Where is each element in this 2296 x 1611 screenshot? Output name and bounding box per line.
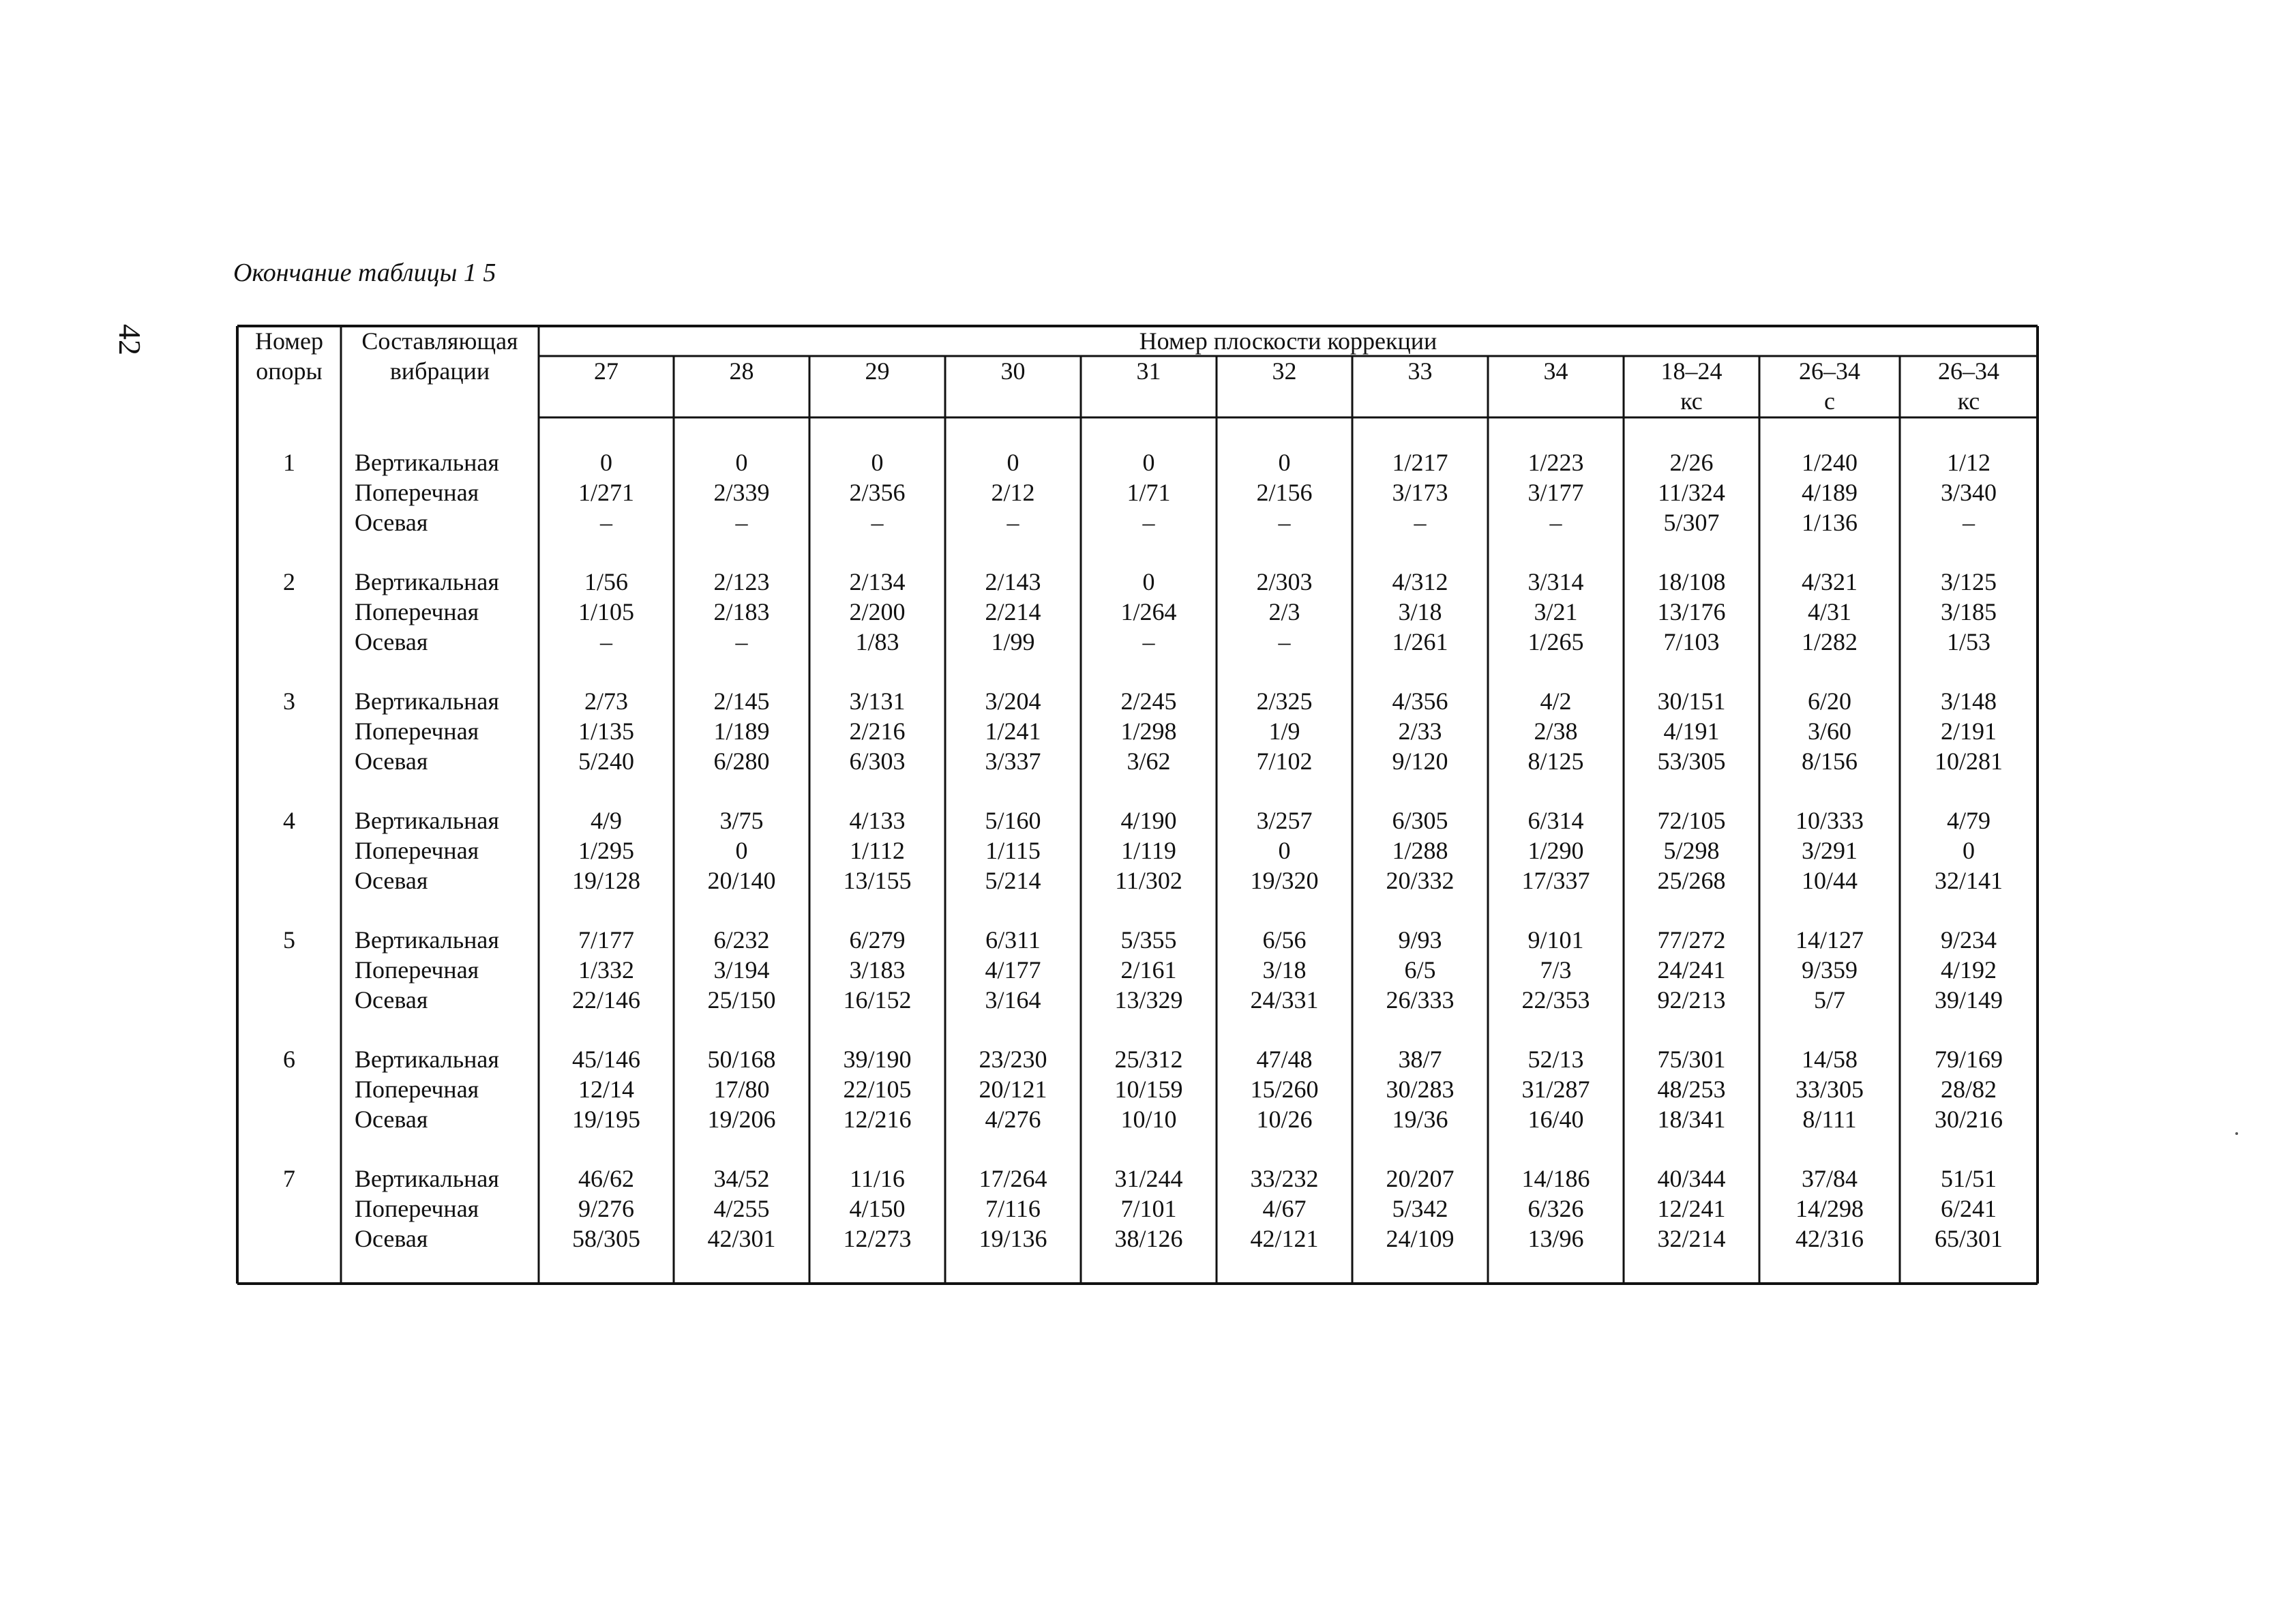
table-cell: 2/3 <box>1268 598 1300 625</box>
table-cell: 4/67 <box>1262 1195 1307 1222</box>
table-cell: 4/255 <box>713 1195 770 1222</box>
table-cell: 4/150 <box>849 1195 906 1222</box>
table-cell: 2/245 <box>1120 688 1177 715</box>
table-cell: 20/207 <box>1386 1165 1455 1192</box>
table-cell: 23/230 <box>979 1046 1047 1073</box>
table-cell: 6/280 <box>713 748 770 775</box>
vibration-component: Вертикальная <box>355 1165 499 1192</box>
table-cell: 65/301 <box>1934 1225 2003 1252</box>
table-cell: 2/200 <box>849 598 906 625</box>
vibration-component: Вертикальная <box>355 926 499 954</box>
header-vibration-component: Составляющая <box>361 327 518 355</box>
table-cell: 40/344 <box>1657 1165 1726 1192</box>
table-cell: 6/232 <box>713 926 770 954</box>
table-cell: 77/272 <box>1657 926 1726 954</box>
table-cell: 4/177 <box>985 956 1041 984</box>
table-cell: 3/291 <box>1801 837 1858 864</box>
table-cell: – <box>1142 509 1155 536</box>
table-cell: 22/146 <box>571 986 640 1014</box>
table-cell: 3/194 <box>713 956 770 984</box>
table-cell: 3/183 <box>849 956 906 984</box>
table-cell: 3/204 <box>985 688 1041 715</box>
table-cell: 42/121 <box>1250 1225 1319 1252</box>
table-cell: 1/119 <box>1121 837 1176 864</box>
table-cell: 11/302 <box>1115 867 1182 894</box>
table-cell: 3/125 <box>1940 568 1997 595</box>
table-cell: 51/51 <box>1940 1165 1997 1192</box>
table-cell: 9/234 <box>1940 926 1997 954</box>
table-cell: 7/116 <box>985 1195 1041 1222</box>
table-cell: 22/353 <box>1521 986 1590 1014</box>
table-cell: 4/189 <box>1801 479 1858 506</box>
table-cell: 5/240 <box>578 748 634 775</box>
table-cell: 39/149 <box>1934 986 2003 1014</box>
table-cell: 1/265 <box>1527 628 1584 655</box>
table-cell: 0 <box>735 449 748 476</box>
table-cell: 7/103 <box>1663 628 1720 655</box>
table-cell: 1/112 <box>850 837 905 864</box>
table-cell: 4/192 <box>1940 956 1997 984</box>
table-cell: 92/213 <box>1657 986 1726 1014</box>
table-cell: 31/244 <box>1114 1165 1183 1192</box>
table-cell: 13/329 <box>1114 986 1183 1014</box>
table-cell: 10/333 <box>1795 807 1864 834</box>
table-cell: 4/190 <box>1120 807 1177 834</box>
table-cell: 7/101 <box>1120 1195 1177 1222</box>
table-cell: 6/241 <box>1940 1195 1997 1222</box>
table-cell: 39/190 <box>843 1046 912 1073</box>
table-cell: 32/141 <box>1934 867 2003 894</box>
table-cell: 3/131 <box>849 688 906 715</box>
table-cell: 4/79 <box>1946 807 1991 834</box>
table-cell: – <box>871 509 884 536</box>
table-cell: 33/305 <box>1795 1076 1864 1103</box>
header-correction-plane: Номер плоскости коррекции <box>1139 327 1437 355</box>
table-cell: 6/5 <box>1404 956 1436 984</box>
header-plane-3: 30 <box>1000 357 1026 385</box>
table-cell: 0 <box>735 837 748 864</box>
table-cell: – <box>1278 628 1291 655</box>
table-cell: 0 <box>1142 449 1155 476</box>
table-cell: 12/241 <box>1657 1195 1726 1222</box>
table-cell: 8/111 <box>1802 1106 1857 1133</box>
table-cell: 1/223 <box>1527 449 1584 476</box>
table-cell: 12/216 <box>843 1106 912 1133</box>
table-cell: 1/99 <box>991 628 1035 655</box>
page-number-text: 42 <box>113 324 147 355</box>
vibration-component: Поперечная <box>355 598 479 625</box>
table-cell: 19/206 <box>707 1106 776 1133</box>
table-cell: 6/305 <box>1392 807 1448 834</box>
table-cell: 6/279 <box>849 926 906 954</box>
table-cell: 9/276 <box>578 1195 634 1222</box>
table-cell: 1/189 <box>713 718 770 745</box>
table-cell: 33/232 <box>1250 1165 1319 1192</box>
table-cell: 10/159 <box>1114 1076 1183 1103</box>
table-cell: 34/52 <box>713 1165 770 1192</box>
table-cell: 1/71 <box>1127 479 1171 506</box>
scan-speck <box>2235 1132 2238 1135</box>
table-cell: 3/173 <box>1392 479 1448 506</box>
table-cell: 2/183 <box>713 598 770 625</box>
table-cell: 18/108 <box>1657 568 1726 595</box>
table-cell: 10/10 <box>1120 1106 1177 1133</box>
table-cell: 9/93 <box>1398 926 1442 954</box>
table-cell: 2/303 <box>1256 568 1313 595</box>
table-cell: 4/356 <box>1392 688 1448 715</box>
table-cell: 5/214 <box>985 867 1041 894</box>
table-cell: 16/152 <box>843 986 912 1014</box>
table-cell: 2/134 <box>849 568 906 595</box>
table-cell: 24/109 <box>1386 1225 1455 1252</box>
table-cell: 48/253 <box>1657 1076 1726 1103</box>
table-cell: 1/12 <box>1946 449 1991 476</box>
vibration-component: Поперечная <box>355 837 479 864</box>
table-cell: – <box>1963 509 1975 536</box>
table-cell: 1/241 <box>985 718 1041 745</box>
table-cell: 45/146 <box>571 1046 640 1073</box>
support-number: 6 <box>283 1046 295 1073</box>
table-cell: 1/264 <box>1120 598 1177 625</box>
table-cell: 6/326 <box>1527 1195 1584 1222</box>
table-cell: 38/7 <box>1398 1046 1442 1073</box>
table-cell: 42/301 <box>707 1225 776 1252</box>
header-plane-6: 33 <box>1407 357 1433 385</box>
vibration-component: Осевая <box>355 867 428 894</box>
vibration-component: Вертикальная <box>355 807 499 834</box>
table-cell: 3/340 <box>1940 479 1997 506</box>
table-cell: – <box>735 628 748 655</box>
table-cell: 7/177 <box>578 926 634 954</box>
table-cell: 17/337 <box>1521 867 1590 894</box>
table-cell: 20/140 <box>707 867 776 894</box>
table-cell: 1/332 <box>578 956 634 984</box>
header-plane-5: 32 <box>1272 357 1297 385</box>
table-cell: 2/143 <box>985 568 1041 595</box>
table-cell: 12/273 <box>843 1225 912 1252</box>
vibration-component: Вертикальная <box>355 568 499 595</box>
table-cell: 3/185 <box>1940 598 1997 625</box>
vibration-component: Поперечная <box>355 1195 479 1222</box>
table-cell: 1/83 <box>855 628 899 655</box>
header-plane-9: 26–34 <box>1799 357 1860 385</box>
table-cell: 37/84 <box>1801 1165 1858 1192</box>
support-number: 7 <box>283 1165 295 1192</box>
support-number: 3 <box>283 688 295 715</box>
table-cell: 19/128 <box>571 867 640 894</box>
table-cell: 58/305 <box>571 1225 640 1252</box>
table-cell: 20/121 <box>979 1076 1047 1103</box>
table-cell: 13/155 <box>843 867 912 894</box>
table-cell: 1/56 <box>584 568 628 595</box>
table-cell: 11/16 <box>850 1165 905 1192</box>
table-cell: 30/283 <box>1386 1076 1455 1103</box>
table-cell: 19/136 <box>979 1225 1047 1252</box>
table-cell: 19/320 <box>1250 867 1319 894</box>
table-cell: 4/9 <box>590 807 622 834</box>
table-cell: 38/126 <box>1114 1225 1183 1252</box>
table-cell: 6/311 <box>985 926 1041 954</box>
table-cell: 22/105 <box>843 1076 912 1103</box>
header-plane-8: кс <box>1680 387 1703 415</box>
header-support-number: Номер <box>254 327 324 355</box>
table-cell: 2/12 <box>991 479 1035 506</box>
table-cell: 8/156 <box>1801 748 1858 775</box>
table-cell: 0 <box>871 449 884 476</box>
table-cell: 4/276 <box>985 1106 1041 1133</box>
vibration-component: Осевая <box>355 509 428 536</box>
table-cell: – <box>735 509 748 536</box>
table-cell: 4/2 <box>1540 688 1572 715</box>
header-plane-10: кс <box>1957 387 1980 415</box>
table-cell: 2/26 <box>1669 449 1714 476</box>
vibration-component: Поперечная <box>355 1076 479 1103</box>
table-cell: 6/303 <box>849 748 906 775</box>
table-cell: 3/337 <box>985 748 1041 775</box>
table-cell: 12/14 <box>578 1076 634 1103</box>
table-cell: 53/305 <box>1657 748 1726 775</box>
table-cell: 79/169 <box>1934 1046 2003 1073</box>
table-cell: 25/150 <box>707 986 776 1014</box>
table-cell: 2/191 <box>1940 718 1997 745</box>
table-cell: 42/316 <box>1795 1225 1864 1252</box>
table-cell: 3/148 <box>1940 688 1997 715</box>
table-cell: 7/102 <box>1256 748 1313 775</box>
table-cell: 11/324 <box>1658 479 1725 506</box>
table-cell: – <box>1142 628 1155 655</box>
vibration-component: Поперечная <box>355 956 479 984</box>
support-number: 1 <box>283 449 295 476</box>
table-cell: 2/156 <box>1256 479 1313 506</box>
table-cell: 72/105 <box>1657 807 1726 834</box>
header-plane-1: 28 <box>729 357 754 385</box>
table-cell: 46/62 <box>578 1165 634 1192</box>
vibration-component: Вертикальная <box>355 1046 499 1073</box>
table-cell: 1/217 <box>1392 449 1448 476</box>
table-cell: 30/151 <box>1657 688 1726 715</box>
table-cell: 2/33 <box>1398 718 1442 745</box>
table-cell: 26/333 <box>1386 986 1455 1014</box>
table-cell: 7/3 <box>1540 956 1572 984</box>
table-cell: 32/214 <box>1657 1225 1726 1252</box>
table-cell: 25/312 <box>1114 1046 1183 1073</box>
table-cell: 14/127 <box>1795 926 1864 954</box>
table-cell: 4/321 <box>1801 568 1858 595</box>
table-cell: 4/31 <box>1807 598 1851 625</box>
table-cell: 13/96 <box>1527 1225 1584 1252</box>
table-cell: 3/18 <box>1398 598 1442 625</box>
vibration-component: Вертикальная <box>355 688 499 715</box>
table-cell: 0 <box>1278 837 1291 864</box>
table-cell: 1/136 <box>1801 509 1858 536</box>
table-cell: 10/44 <box>1801 867 1858 894</box>
table-cell: 2/145 <box>713 688 770 715</box>
header-plane-4: 31 <box>1136 357 1161 385</box>
table-cell: 19/195 <box>571 1106 640 1133</box>
table-cell: 3/314 <box>1527 568 1584 595</box>
table-cell: 17/264 <box>979 1165 1047 1192</box>
table-cell: 1/240 <box>1801 449 1858 476</box>
table-cell: 17/80 <box>713 1076 770 1103</box>
table-cell: 47/48 <box>1256 1046 1313 1073</box>
table-cell: 13/176 <box>1657 598 1726 625</box>
table-cell: 10/281 <box>1934 748 2003 775</box>
table-cell: 4/312 <box>1392 568 1448 595</box>
table-cell: 50/168 <box>707 1046 776 1073</box>
table-cell: – <box>1549 509 1562 536</box>
table-cell: 2/325 <box>1256 688 1313 715</box>
vibration-component: Поперечная <box>355 479 479 506</box>
table-cell: 2/38 <box>1534 718 1578 745</box>
table-cell: 2/216 <box>849 718 906 745</box>
table-cell: 0 <box>1278 449 1291 476</box>
table-cell: 52/13 <box>1527 1046 1584 1073</box>
table-cell: – <box>600 628 612 655</box>
table-cell: 31/287 <box>1521 1076 1590 1103</box>
table-cell: 3/60 <box>1807 718 1851 745</box>
table-cell: 3/75 <box>719 807 764 834</box>
table-cell: 3/21 <box>1534 598 1578 625</box>
table-cell: 10/26 <box>1256 1106 1313 1133</box>
table-cell: 1/9 <box>1268 718 1300 745</box>
table-cell: 1/115 <box>985 837 1041 864</box>
support-number: 4 <box>283 807 295 834</box>
vibration-component: Осевая <box>355 628 428 655</box>
table-cell: 1/298 <box>1120 718 1177 745</box>
header-support-number: опоры <box>256 357 323 385</box>
table-cell: 4/191 <box>1663 718 1720 745</box>
header-plane-7: 34 <box>1543 357 1568 385</box>
table-cell: 24/331 <box>1250 986 1319 1014</box>
table-cell: 6/314 <box>1527 807 1584 834</box>
table-cell: 3/62 <box>1127 748 1171 775</box>
support-number: 2 <box>283 568 295 595</box>
vibration-component: Осевая <box>355 986 428 1014</box>
vibration-component: Вертикальная <box>355 449 499 476</box>
table-cell: 1/271 <box>578 479 634 506</box>
vibration-component: Осевая <box>355 1106 428 1133</box>
table-cell: 5/298 <box>1663 837 1720 864</box>
table-cell: 75/301 <box>1657 1046 1726 1073</box>
table-cell: 4/133 <box>849 807 906 834</box>
table-cell: – <box>600 509 612 536</box>
table-cell: 5/342 <box>1392 1195 1448 1222</box>
table-cell: 0 <box>1142 568 1155 595</box>
table-cell: 3/164 <box>985 986 1041 1014</box>
table-cell: 14/298 <box>1795 1195 1864 1222</box>
table-cell: 6/56 <box>1262 926 1307 954</box>
table-cell: 8/125 <box>1527 748 1584 775</box>
table-cell: 1/295 <box>578 837 634 864</box>
table-cell: 1/290 <box>1527 837 1584 864</box>
table-cell: 1/261 <box>1392 628 1448 655</box>
header-plane-0: 27 <box>594 357 618 385</box>
table-cell: 15/260 <box>1250 1076 1319 1103</box>
table-cell: 14/58 <box>1801 1046 1858 1073</box>
table-cell: 30/216 <box>1934 1106 2003 1133</box>
table-cell: 14/186 <box>1521 1165 1590 1192</box>
header-plane-9: с <box>1824 387 1835 415</box>
header-plane-10: 26–34 <box>1938 357 1999 385</box>
table-cell: 20/332 <box>1386 867 1455 894</box>
table-cell: 1/53 <box>1946 628 1991 655</box>
table-cell: 2/214 <box>985 598 1041 625</box>
table-cell: 0 <box>1963 837 1975 864</box>
table-cell: 2/123 <box>713 568 770 595</box>
table-cell: – <box>1278 509 1291 536</box>
table-cell: 9/359 <box>1801 956 1858 984</box>
table-cell: 1/135 <box>578 718 634 745</box>
table-cell: 1/288 <box>1392 837 1448 864</box>
table-cell: 6/20 <box>1807 688 1851 715</box>
table-cell: 5/307 <box>1663 509 1720 536</box>
table-cell: 0 <box>1007 449 1019 476</box>
table-cell: 5/160 <box>985 807 1041 834</box>
table-cell: 1/105 <box>578 598 634 625</box>
table-cell: 9/101 <box>1527 926 1584 954</box>
table-cell: – <box>1007 509 1019 536</box>
header-plane-8: 18–24 <box>1660 357 1723 385</box>
table-cell: 3/18 <box>1262 956 1307 984</box>
table-cell: 9/120 <box>1392 748 1448 775</box>
header-vibration-component: вибрации <box>389 357 490 385</box>
table-cell: 16/40 <box>1527 1106 1584 1133</box>
table-caption: Окончание таблицы 1 5 <box>233 258 496 287</box>
header-plane-2: 29 <box>865 357 890 385</box>
table-cell: 0 <box>600 449 612 476</box>
table-cell: 2/73 <box>584 688 628 715</box>
table-cell: 24/241 <box>1657 956 1726 984</box>
table-cell: 3/257 <box>1256 807 1313 834</box>
table-cell: 5/7 <box>1813 986 1845 1014</box>
table-cell: – <box>1414 509 1427 536</box>
table-cell: 19/36 <box>1392 1106 1448 1133</box>
vibration-component: Осевая <box>355 1225 428 1252</box>
table-cell: 3/177 <box>1527 479 1584 506</box>
table-cell: 5/355 <box>1120 926 1177 954</box>
table-cell: 2/339 <box>713 479 770 506</box>
vibration-component: Осевая <box>355 748 428 775</box>
table-cell: 2/161 <box>1120 956 1177 984</box>
table-cell: 25/268 <box>1657 867 1726 894</box>
table-cell: 18/341 <box>1657 1106 1726 1133</box>
table-cell: 28/82 <box>1940 1076 1997 1103</box>
table-cell: 2/356 <box>849 479 906 506</box>
table-cell: 1/282 <box>1801 628 1858 655</box>
support-number: 5 <box>283 926 295 954</box>
vibration-component: Поперечная <box>355 718 479 745</box>
